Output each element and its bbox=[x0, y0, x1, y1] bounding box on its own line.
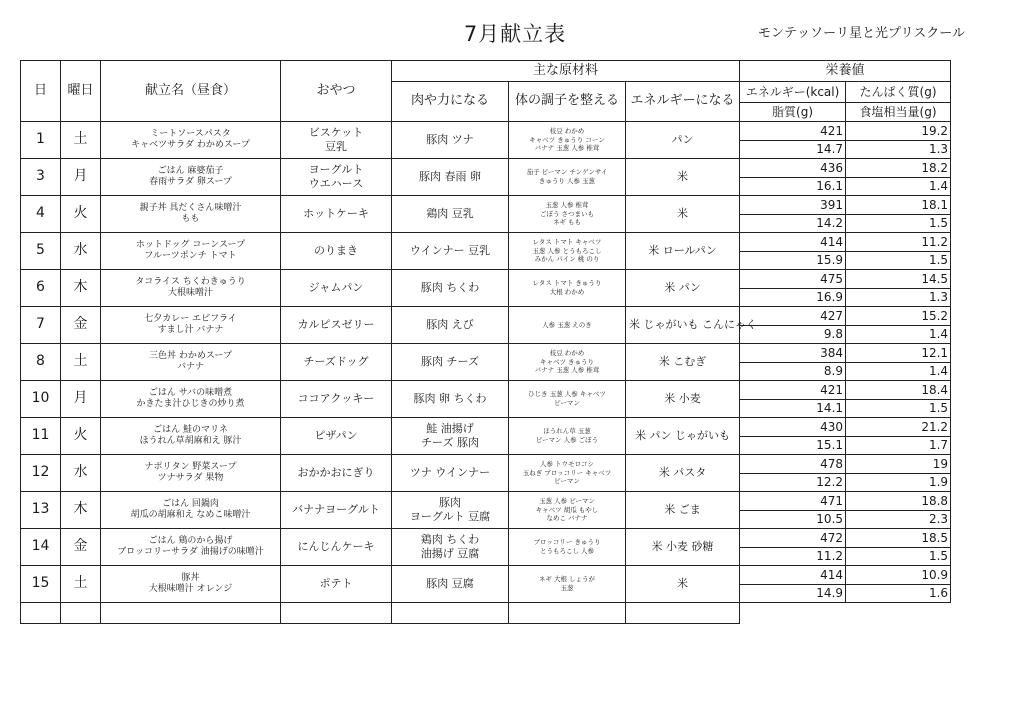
menu-row bbox=[21, 492, 951, 511]
protein-value: 10.9 bbox=[846, 566, 951, 585]
lunch-menu bbox=[101, 418, 281, 455]
health-ingredients-line: バナナ 玉葱 人参 椎茸 bbox=[534, 144, 600, 153]
health-ingredients-line: 枝豆 わかめ bbox=[549, 348, 585, 357]
health-ingredients-line: ブロッコリー きゅうり bbox=[533, 538, 601, 547]
protein-value: 12.1 bbox=[846, 344, 951, 363]
fat-value: 14.1 bbox=[740, 400, 846, 418]
energy-ingredients: 米 パン bbox=[626, 270, 740, 307]
salt-value: 1.4 bbox=[846, 363, 951, 381]
empty-row bbox=[21, 603, 951, 624]
health-ingredients bbox=[509, 566, 626, 603]
health-ingredients bbox=[509, 270, 626, 307]
empty-cell bbox=[626, 603, 740, 624]
protein-value: 18.1 bbox=[846, 196, 951, 215]
day-number: 7 bbox=[21, 307, 61, 344]
lunch-menu-line: かきたま汁ひじきの炒り煮 bbox=[136, 399, 245, 409]
day-number: 6 bbox=[21, 270, 61, 307]
meat-ingredients bbox=[392, 270, 509, 307]
health-ingredients-line: レタス トマト キャベツ bbox=[532, 237, 602, 246]
weekday: 水 bbox=[61, 455, 101, 492]
salt-value: 1.5 bbox=[846, 548, 951, 566]
health-ingredients-line: バナナ 玉葱 人参 椎茸 bbox=[534, 366, 600, 375]
health-ingredients-line: なめこ バナナ bbox=[546, 514, 588, 523]
health-ingredients bbox=[509, 122, 626, 159]
header-nutrition: 栄養値 bbox=[740, 61, 951, 82]
health-ingredients bbox=[509, 492, 626, 529]
health-ingredients-line: 人参 トウモロコシ bbox=[539, 459, 595, 468]
meat-ingredients bbox=[392, 196, 509, 233]
empty-cell bbox=[21, 603, 61, 624]
kcal-value: 471 bbox=[740, 492, 846, 511]
lunch-menu bbox=[101, 270, 281, 307]
health-ingredients-line: ほうれん草 玉葱 bbox=[543, 427, 591, 436]
day-number: 3 bbox=[21, 159, 61, 196]
energy-ingredients: 米 bbox=[626, 196, 740, 233]
snack bbox=[281, 159, 392, 196]
meat-ingredients-line: 豚肉 豆腐 bbox=[426, 577, 474, 591]
meat-ingredients-line: ウインナー 豆乳 bbox=[409, 244, 491, 258]
menu-row bbox=[21, 455, 951, 474]
snack-line: 豆乳 bbox=[325, 140, 347, 153]
menu-row bbox=[21, 529, 951, 548]
lunch-menu-line: バナナ bbox=[176, 362, 204, 372]
menu-row bbox=[21, 381, 951, 400]
fat-value: 14.2 bbox=[740, 215, 846, 233]
meat-ingredients bbox=[392, 307, 509, 344]
fat-value: 12.2 bbox=[740, 474, 846, 492]
meat-ingredients bbox=[392, 159, 509, 196]
weekday: 水 bbox=[61, 233, 101, 270]
protein-value: 11.2 bbox=[846, 233, 951, 252]
snack-line: カルピスゼリー bbox=[297, 318, 375, 332]
salt-value: 1.5 bbox=[846, 215, 951, 233]
health-ingredients-line: 枝豆 わかめ bbox=[549, 126, 585, 135]
menu-row bbox=[21, 418, 951, 437]
day-number: 4 bbox=[21, 196, 61, 233]
health-ingredients-line: ピーマン bbox=[554, 477, 580, 486]
fat-value: 14.7 bbox=[740, 141, 846, 159]
snack-line: ココアクッキー bbox=[297, 392, 375, 406]
header-health: 体の調子を整える bbox=[509, 82, 626, 122]
lunch-menu-line: 大根味噌汁 bbox=[167, 288, 213, 298]
lunch-menu-line: ホットドッグ コーンスープ bbox=[135, 239, 246, 250]
kcal-value: 414 bbox=[740, 566, 846, 585]
health-ingredients-line: レタス トマト きゅうり bbox=[532, 279, 602, 288]
health-ingredients bbox=[509, 344, 626, 381]
health-ingredients bbox=[509, 196, 626, 233]
meat-ingredients bbox=[392, 492, 509, 529]
meat-ingredients-line: 豚肉 えび bbox=[426, 318, 474, 332]
kcal-value: 472 bbox=[740, 529, 846, 548]
menu-row bbox=[21, 159, 951, 178]
header-day: 日 bbox=[21, 61, 61, 122]
health-ingredients bbox=[509, 529, 626, 566]
health-ingredients-line: ネギ もも bbox=[552, 218, 582, 227]
salt-value: 1.5 bbox=[846, 400, 951, 418]
energy-ingredients: 米 小麦 bbox=[626, 381, 740, 418]
lunch-menu-line: ごはん 鶏のから揚げ bbox=[148, 535, 233, 546]
header-lunch: 献立名（昼食） bbox=[101, 61, 281, 122]
weekday: 火 bbox=[61, 196, 101, 233]
energy-ingredients: 米 小麦 砂糖 bbox=[626, 529, 740, 566]
salt-value: 1.3 bbox=[846, 141, 951, 159]
protein-value: 15.2 bbox=[846, 307, 951, 326]
weekday: 月 bbox=[61, 381, 101, 418]
lunch-menu bbox=[101, 233, 281, 270]
health-ingredients-line: 玉ねぎ ブロッコリー キャベツ bbox=[522, 468, 612, 477]
empty-cell bbox=[846, 603, 951, 624]
snack-line: にんじんケーキ bbox=[297, 540, 375, 554]
lunch-menu bbox=[101, 196, 281, 233]
lunch-menu-line: ごはん 回鍋肉 bbox=[162, 498, 219, 509]
protein-value: 19.2 bbox=[846, 122, 951, 141]
empty-cell bbox=[101, 603, 281, 624]
snack-line: ビスケット bbox=[308, 126, 364, 140]
meat-ingredients-line: 豚肉 ツナ bbox=[426, 133, 474, 147]
salt-value: 1.7 bbox=[846, 437, 951, 455]
weekday: 月 bbox=[61, 159, 101, 196]
protein-value: 19 bbox=[846, 455, 951, 474]
energy-ingredients: 米 じゃがいも こんにゃく bbox=[626, 307, 740, 344]
protein-value: 18.5 bbox=[846, 529, 951, 548]
meat-ingredients bbox=[392, 381, 509, 418]
lunch-menu bbox=[101, 122, 281, 159]
protein-value: 21.2 bbox=[846, 418, 951, 437]
lunch-menu-line: ミートソースパスタ bbox=[150, 128, 231, 139]
lunch-menu-line: 七夕カレー エビフライ bbox=[144, 313, 237, 324]
health-ingredients-line: ネギ 大根 しょうが bbox=[538, 575, 596, 584]
day-number: 1 bbox=[21, 122, 61, 159]
lunch-menu bbox=[101, 159, 281, 196]
day-number: 14 bbox=[21, 529, 61, 566]
kcal-value: 421 bbox=[740, 381, 846, 400]
empty-cell bbox=[392, 603, 509, 624]
health-ingredients-line: 大根 わかめ bbox=[549, 288, 585, 296]
fat-value: 15.1 bbox=[740, 437, 846, 455]
snack bbox=[281, 381, 392, 418]
lunch-menu-line: キャベツサラダ わかめスープ bbox=[131, 140, 250, 150]
snack-line: ピザパン bbox=[314, 429, 358, 443]
health-ingredients-line: 玉葱 人参 ピーマン bbox=[539, 496, 595, 505]
header-fat: 脂質(g) bbox=[740, 103, 846, 122]
kcal-value: 421 bbox=[740, 122, 846, 141]
empty-cell bbox=[740, 603, 846, 624]
menu-row bbox=[21, 270, 951, 289]
header-ingredients: 主な原材料 bbox=[392, 61, 740, 82]
weekday: 金 bbox=[61, 529, 101, 566]
meat-ingredients-line: 鮭 油揚げ bbox=[426, 422, 474, 436]
meat-ingredients-line: 豚肉 チーズ bbox=[421, 355, 479, 369]
snack-line: バナナヨーグルト bbox=[292, 503, 380, 517]
weekday: 土 bbox=[61, 122, 101, 159]
fat-value: 16.9 bbox=[740, 289, 846, 307]
menu-row bbox=[21, 233, 951, 252]
lunch-menu-line: 三色丼 わかめスープ bbox=[149, 350, 232, 361]
meat-ingredients bbox=[392, 566, 509, 603]
snack-line: のりまき bbox=[314, 244, 358, 258]
kcal-value: 478 bbox=[740, 455, 846, 474]
menu-row bbox=[21, 196, 951, 215]
lunch-menu-line: もも bbox=[181, 214, 200, 224]
lunch-menu-line: フルーツポンチ トマト bbox=[144, 251, 237, 261]
health-ingredients-line: きゅうり 人参 玉葱 bbox=[538, 177, 596, 185]
meat-ingredients-line: 豚肉 ちくわ bbox=[420, 281, 480, 295]
snack bbox=[281, 418, 392, 455]
menu-row bbox=[21, 344, 951, 363]
lunch-menu-line: ごはん 麻婆茄子 bbox=[157, 165, 224, 176]
salt-value: 1.4 bbox=[846, 326, 951, 344]
health-ingredients-line: とうもろこし 人参 bbox=[539, 547, 595, 555]
meat-ingredients-line: 油揚げ 豆腐 bbox=[420, 547, 480, 560]
snack bbox=[281, 492, 392, 529]
meat-ingredients-line: 豚肉 卵 ちくわ bbox=[413, 392, 487, 406]
salt-value: 1.6 bbox=[846, 585, 951, 603]
snack bbox=[281, 270, 392, 307]
weekday: 木 bbox=[61, 270, 101, 307]
lunch-menu bbox=[101, 344, 281, 381]
energy-ingredients: 米 bbox=[626, 566, 740, 603]
kcal-value: 475 bbox=[740, 270, 846, 289]
lunch-menu-line: 豚丼 bbox=[181, 572, 200, 583]
health-ingredients-line: 玉葱 人参 椎茸 bbox=[545, 200, 589, 209]
header-energy: エネルギーになる bbox=[626, 82, 740, 122]
protein-value: 18.2 bbox=[846, 159, 951, 178]
meat-ingredients bbox=[392, 233, 509, 270]
snack-line: ホットケーキ bbox=[303, 207, 369, 221]
weekday: 土 bbox=[61, 566, 101, 603]
snack bbox=[281, 122, 392, 159]
meat-ingredients bbox=[392, 529, 509, 566]
snack bbox=[281, 529, 392, 566]
header-salt: 食塩相当量(g) bbox=[846, 103, 951, 122]
snack bbox=[281, 455, 392, 492]
salt-value: 1.3 bbox=[846, 289, 951, 307]
school-name: モンテッソーリ星と光プリスクール bbox=[758, 26, 965, 41]
health-ingredients bbox=[509, 381, 626, 418]
energy-ingredients: 米 ごま bbox=[626, 492, 740, 529]
lunch-menu-line: 胡瓜の胡麻和え なめこ味噌汁 bbox=[130, 510, 251, 520]
protein-value: 18.4 bbox=[846, 381, 951, 400]
meat-ingredients bbox=[392, 418, 509, 455]
protein-value: 18.8 bbox=[846, 492, 951, 511]
energy-ingredients: パン bbox=[626, 122, 740, 159]
day-number: 13 bbox=[21, 492, 61, 529]
snack bbox=[281, 566, 392, 603]
health-ingredients-line: 茄子 ピーマン チンゲンサイ bbox=[526, 168, 608, 177]
lunch-menu-line: タコライス ちくわきゅうり bbox=[135, 276, 246, 287]
fat-value: 14.9 bbox=[740, 585, 846, 603]
meat-ingredients bbox=[392, 455, 509, 492]
menu-row bbox=[21, 566, 951, 585]
snack bbox=[281, 196, 392, 233]
lunch-menu-line: ブロッコリーサラダ 油揚げの味噌汁 bbox=[117, 547, 264, 557]
health-ingredients-line: キャベツ きゅうり コーン bbox=[529, 135, 605, 144]
day-number: 8 bbox=[21, 344, 61, 381]
energy-ingredients: 米 こむぎ bbox=[626, 344, 740, 381]
health-ingredients bbox=[509, 307, 626, 344]
header-kcal: エネルギー(kcal) bbox=[740, 82, 846, 103]
menu-row bbox=[21, 307, 951, 326]
meat-ingredients-line: ヨーグルト 豆腐 bbox=[409, 510, 491, 523]
snack-line: おかかおにぎり bbox=[297, 466, 375, 480]
day-number: 11 bbox=[21, 418, 61, 455]
health-ingredients-line: キャベツ きゅうり bbox=[539, 357, 595, 366]
energy-ingredients: 米 ロールパン bbox=[626, 233, 740, 270]
weekday: 土 bbox=[61, 344, 101, 381]
empty-cell bbox=[509, 603, 626, 624]
meat-ingredients-line: 豚肉 bbox=[439, 496, 461, 510]
lunch-menu bbox=[101, 566, 281, 603]
lunch-menu-line: ツナサラダ 果物 bbox=[157, 473, 224, 483]
salt-value: 1.9 bbox=[846, 474, 951, 492]
meat-ingredients-line: ツナ ウインナー bbox=[409, 466, 491, 480]
lunch-menu bbox=[101, 492, 281, 529]
lunch-menu-line: ほうれん草胡麻和え 豚汁 bbox=[139, 436, 242, 446]
health-ingredients-line: ひじき 玉葱 人参 キャベツ bbox=[528, 390, 606, 399]
snack-line: ヨーグルト bbox=[308, 163, 364, 177]
menu-row bbox=[21, 122, 951, 141]
header-snack: おやつ bbox=[281, 61, 392, 122]
header-protein: たんぱく質(g) bbox=[846, 82, 951, 103]
fat-value: 16.1 bbox=[740, 178, 846, 196]
fat-value: 11.2 bbox=[740, 548, 846, 566]
lunch-menu-line: ごはん サバの味噌煮 bbox=[148, 387, 233, 398]
health-ingredients-line: ピーマン bbox=[554, 399, 580, 407]
lunch-menu-line: 大根味噌汁 オレンジ bbox=[148, 584, 233, 594]
day-number: 15 bbox=[21, 566, 61, 603]
fat-value: 15.9 bbox=[740, 252, 846, 270]
salt-value: 2.3 bbox=[846, 511, 951, 529]
health-ingredients bbox=[509, 418, 626, 455]
meat-ingredients bbox=[392, 344, 509, 381]
meat-ingredients-line: 豚肉 春雨 卵 bbox=[419, 170, 481, 184]
health-ingredients-line: キャベツ 胡瓜 もやし bbox=[535, 505, 599, 514]
lunch-menu bbox=[101, 381, 281, 418]
lunch-menu-line: すまし汁 バナナ bbox=[157, 325, 224, 335]
salt-value: 1.5 bbox=[846, 252, 951, 270]
snack-line: ジャムパン bbox=[308, 281, 364, 295]
kcal-value: 391 bbox=[740, 196, 846, 215]
kcal-value: 384 bbox=[740, 344, 846, 363]
empty-cell bbox=[281, 603, 392, 624]
lunch-menu-line: 春雨サラダ 卵スープ bbox=[149, 177, 232, 187]
energy-ingredients: 米 パスタ bbox=[626, 455, 740, 492]
salt-value: 1.4 bbox=[846, 178, 951, 196]
health-ingredients-line: 玉葱 人参 とうもろこし bbox=[532, 246, 602, 255]
lunch-menu bbox=[101, 307, 281, 344]
health-ingredients-line: みかん パイン 桃 のり bbox=[534, 255, 600, 264]
header-weekday: 曜日 bbox=[61, 61, 101, 122]
meat-ingredients bbox=[392, 122, 509, 159]
fat-value: 8.9 bbox=[740, 363, 846, 381]
lunch-menu-line: ナポリタン 野菜スープ bbox=[144, 461, 237, 472]
fat-value: 10.5 bbox=[740, 511, 846, 529]
lunch-menu bbox=[101, 529, 281, 566]
day-number: 5 bbox=[21, 233, 61, 270]
weekday: 木 bbox=[61, 492, 101, 529]
meat-ingredients-line: チーズ 豚肉 bbox=[421, 436, 479, 449]
day-number: 12 bbox=[21, 455, 61, 492]
health-ingredients bbox=[509, 233, 626, 270]
energy-ingredients: 米 パン じゃがいも bbox=[626, 418, 740, 455]
lunch-menu bbox=[101, 455, 281, 492]
snack bbox=[281, 233, 392, 270]
health-ingredients bbox=[509, 159, 626, 196]
empty-cell bbox=[61, 603, 101, 624]
health-ingredients bbox=[509, 455, 626, 492]
lunch-menu-line: 親子丼 具だくさん味噌汁 bbox=[139, 202, 242, 213]
meat-ingredients-line: 鶏肉 豆乳 bbox=[426, 207, 474, 221]
health-ingredients-line: ごぼう さつまいも bbox=[539, 209, 595, 218]
kcal-value: 414 bbox=[740, 233, 846, 252]
kcal-value: 436 bbox=[740, 159, 846, 178]
kcal-value: 430 bbox=[740, 418, 846, 437]
snack-line: チーズドッグ bbox=[303, 355, 369, 369]
snack-line: ポテト bbox=[319, 577, 353, 591]
fat-value: 9.8 bbox=[740, 326, 846, 344]
snack-line: ウエハース bbox=[308, 177, 364, 190]
header-meat: 肉や力になる bbox=[392, 82, 509, 122]
lunch-menu-line: ごはん 鮭のマリネ bbox=[153, 424, 228, 435]
kcal-value: 427 bbox=[740, 307, 846, 326]
snack bbox=[281, 344, 392, 381]
weekday: 火 bbox=[61, 418, 101, 455]
meat-ingredients-line: 鶏肉 ちくわ bbox=[420, 533, 480, 547]
energy-ingredients: 米 bbox=[626, 159, 740, 196]
page-title: 7月献立表 bbox=[463, 22, 567, 46]
weekday: 金 bbox=[61, 307, 101, 344]
snack bbox=[281, 307, 392, 344]
health-ingredients-line: 玉葱 bbox=[560, 584, 574, 592]
day-number: 10 bbox=[21, 381, 61, 418]
protein-value: 14.5 bbox=[846, 270, 951, 289]
menu-table bbox=[20, 60, 951, 624]
health-ingredients-line: ピーマン 人参 ごぼう bbox=[535, 436, 599, 444]
health-ingredients-line: 人参 玉葱 えのき bbox=[542, 320, 592, 329]
